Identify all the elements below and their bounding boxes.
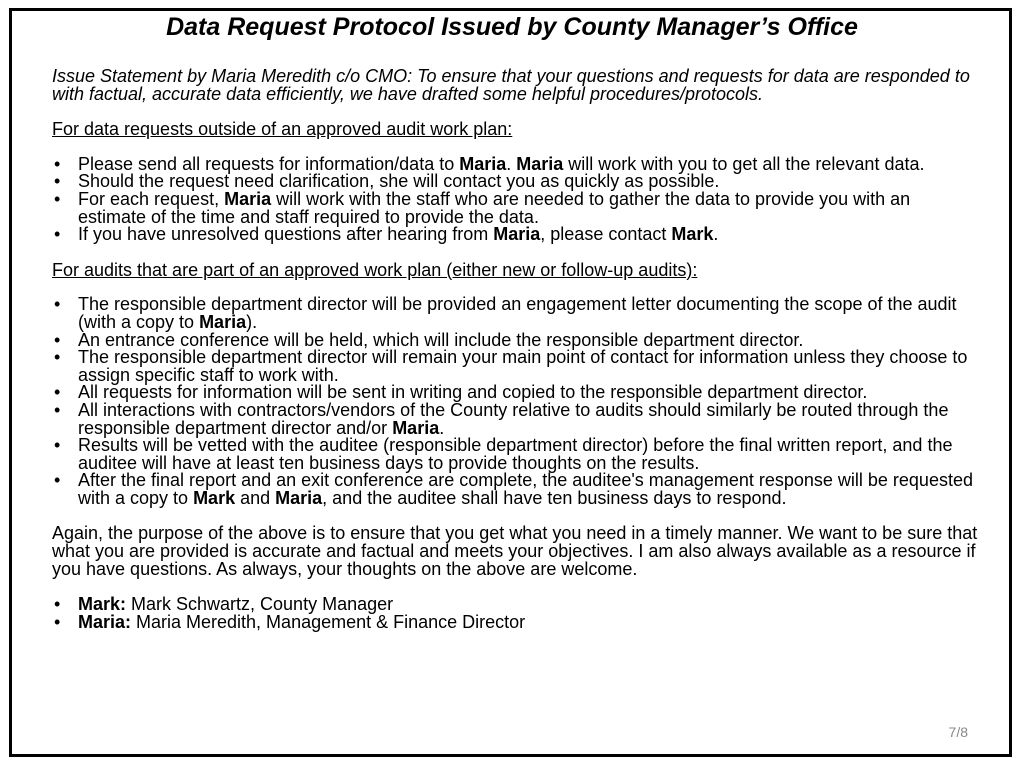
list-item: • The responsible department director will be provided an engagement letter documenting the scope of the audit (with a copy to Maria). xyxy=(52,296,982,331)
contact-list xyxy=(52,596,982,631)
list-item: • Should the request need clarification, she will contact you as quickly as possible. xyxy=(52,173,982,191)
closing-paragraph: Again, the purpose of the above is to ensure that you get what you need in a timely manner. We want to be sure that what you are provided is accurate and factual and meets your objectives. I am also always available as a resource if you have questions. As always, your thoughts on the above are welcome. xyxy=(52,523,978,579)
list-item: • All requests for information will be sent in writing and copied to the responsible department director. xyxy=(52,384,982,402)
section2-list xyxy=(52,296,982,507)
page-number: 7/8 xyxy=(948,724,968,740)
contact-item-mark: • Mark: Mark Schwartz, County Manager xyxy=(52,596,982,614)
document-body xyxy=(52,68,982,631)
list-item: • Please send all requests for information/data to Maria. Maria will work with you to get all the relevant data. xyxy=(52,156,982,174)
contact-item-maria: • Maria: Maria Meredith, Management & Finance Director xyxy=(52,614,982,632)
list-item: • For each request, Maria will work with the staff who are needed to gather the data to provide you with an estimate of the time and staff required to provide the data. xyxy=(52,191,982,226)
section1-list xyxy=(52,153,982,245)
issue-statement: Issue Statement by Maria Meredith c/o CMO: To ensure that your questions and requests for data are responded to with factual, accurate data efficiently, we have drafted some helpful procedures/protocols. xyxy=(52,66,970,104)
section1-heading: For data requests outside of an approved audit work plan: xyxy=(52,119,513,140)
page-title: Data Request Protocol Issued by County Manager’s Office xyxy=(166,13,858,41)
list-item: • Results will be vetted with the auditee (responsible department director) before the final written report, and the auditee will have at least ten business days to provide thoughts on the results. xyxy=(52,437,982,472)
list-item: • The responsible department director will remain your main point of contact for information unless they choose to assign specific staff to work with. xyxy=(52,349,982,384)
list-item: • An entrance conference will be held, which will include the responsible department director. xyxy=(52,332,982,350)
list-item: • All interactions with contractors/vendors of the County relative to audits should similarly be routed through the responsible department director and/or Maria. xyxy=(52,402,982,437)
list-item: • After the final report and an exit conference are complete, the auditee's management response will be requested with a copy to Mark and Maria, and the auditee shall have ten business days to respond. xyxy=(52,472,982,507)
list-item: • If you have unresolved questions after hearing from Maria, please contact Mark. xyxy=(52,226,982,244)
section2-heading: For audits that are part of an approved work plan (either new or follow-up audits): xyxy=(52,259,698,280)
